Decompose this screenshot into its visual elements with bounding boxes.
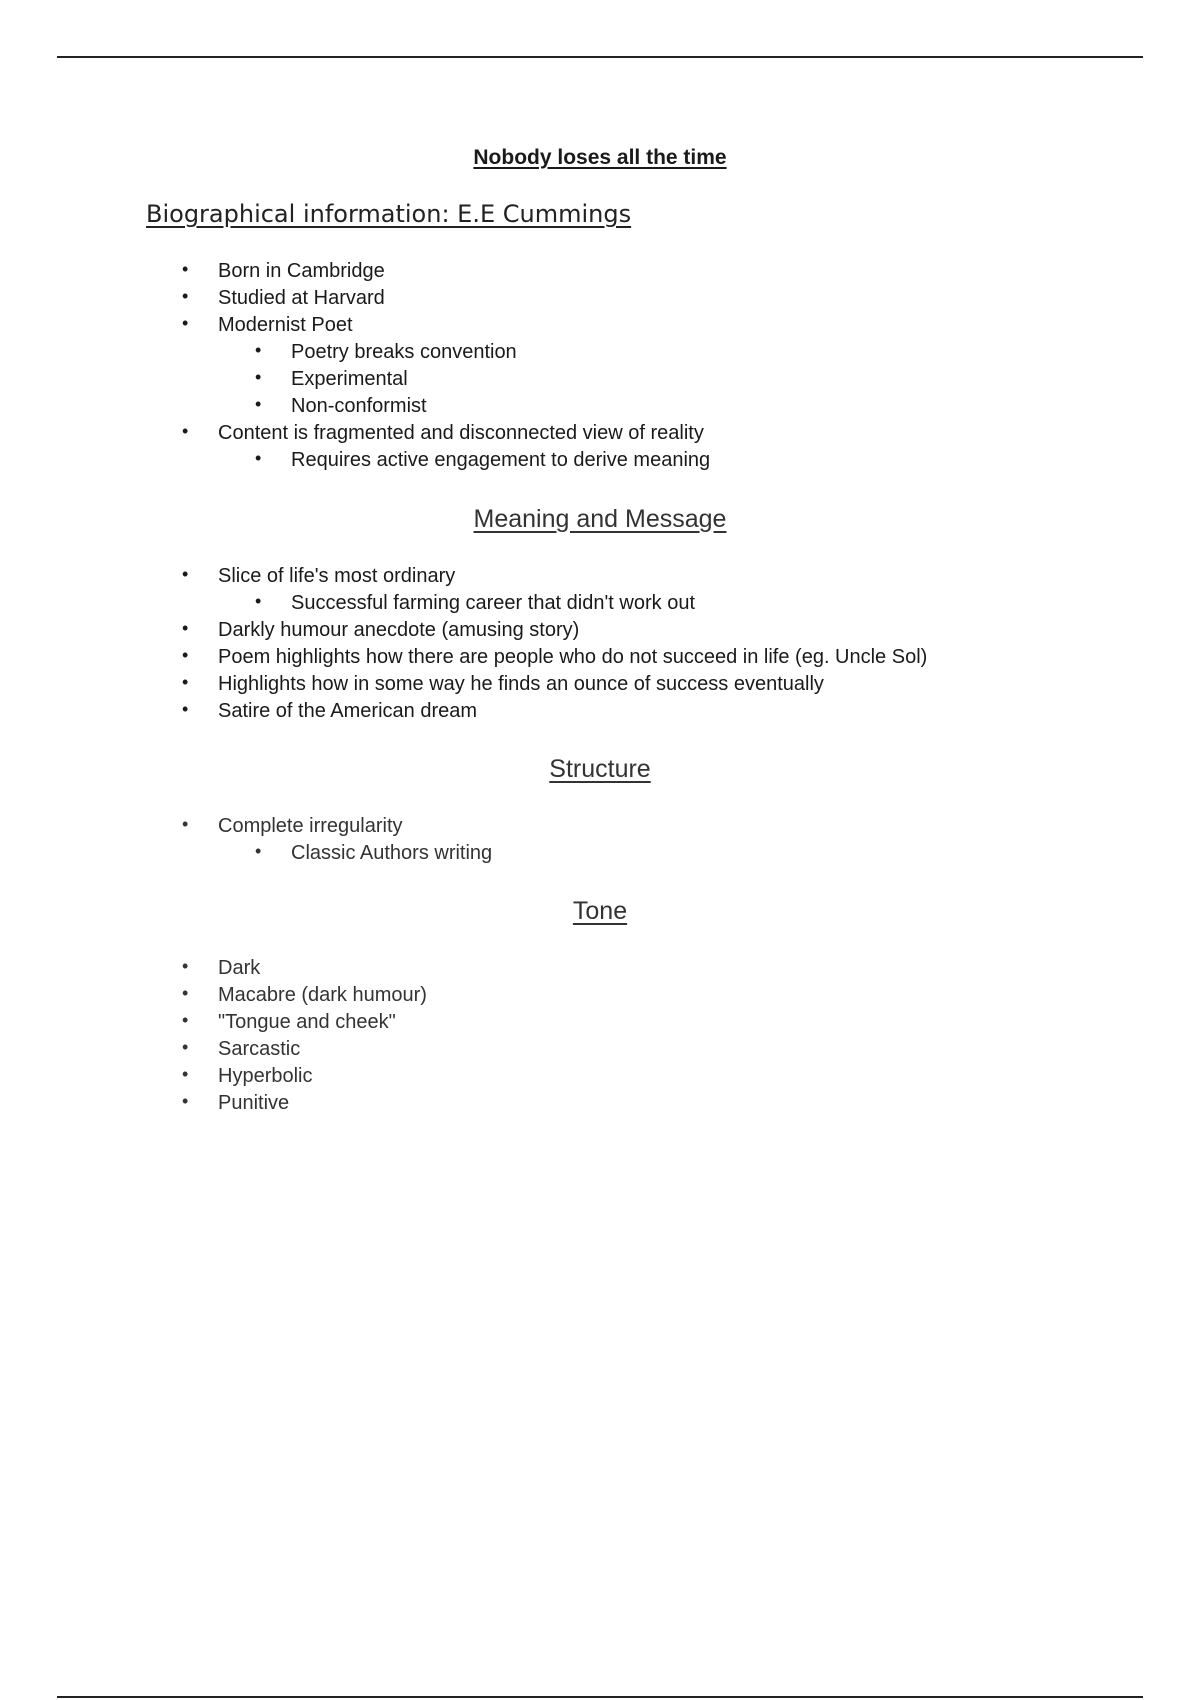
structure-list: [0, 813, 492, 867]
list-item: • Darkly humour anecdote (amusing story): [0, 617, 927, 644]
list-item: • "Tongue and cheek": [0, 1009, 427, 1036]
list-item: • Non-conformist: [0, 393, 710, 420]
list-item: • Satire of the American dream: [0, 698, 927, 725]
list-item: • Highlights how in some way he finds an ounce of success eventually: [0, 671, 927, 698]
list-item: • Modernist Poet: [0, 312, 710, 339]
list-item: • Born in Cambridge: [0, 258, 710, 285]
biography-heading: Biographical information: E.E Cummings: [146, 200, 632, 228]
structure-heading: Structure: [549, 755, 651, 783]
list-item: • Complete irregularity: [0, 813, 492, 840]
list-item: • Requires active engagement to derive meaning: [0, 447, 710, 474]
list-item: • Sarcastic: [0, 1036, 427, 1063]
list-item: • Punitive: [0, 1090, 427, 1117]
meaning-list: [0, 563, 927, 725]
list-item: • Poem highlights how there are people who do not succeed in life (eg. Uncle Sol): [0, 644, 927, 671]
list-item: • Experimental: [0, 366, 710, 393]
tone-heading: Tone: [572, 897, 628, 925]
header-rule: [57, 56, 1143, 58]
list-item: • Dark: [0, 955, 427, 982]
tone-list: [0, 955, 427, 1117]
meaning-heading: Meaning and Message: [473, 505, 727, 533]
list-item: • Hyperbolic: [0, 1063, 427, 1090]
list-item: • Studied at Harvard: [0, 285, 710, 312]
list-item: • Successful farming career that didn't work out: [0, 590, 927, 617]
biography-list: [0, 258, 710, 474]
list-item: • Content is fragmented and disconnected view of reality: [0, 420, 710, 447]
document-title: Nobody loses all the time: [473, 146, 727, 169]
list-item: • Poetry breaks convention: [0, 339, 710, 366]
list-item: • Classic Authors writing: [0, 840, 492, 867]
list-item: • Macabre (dark humour): [0, 982, 427, 1009]
footer-rule: [57, 1696, 1143, 1698]
list-item: • Slice of life's most ordinary: [0, 563, 927, 590]
